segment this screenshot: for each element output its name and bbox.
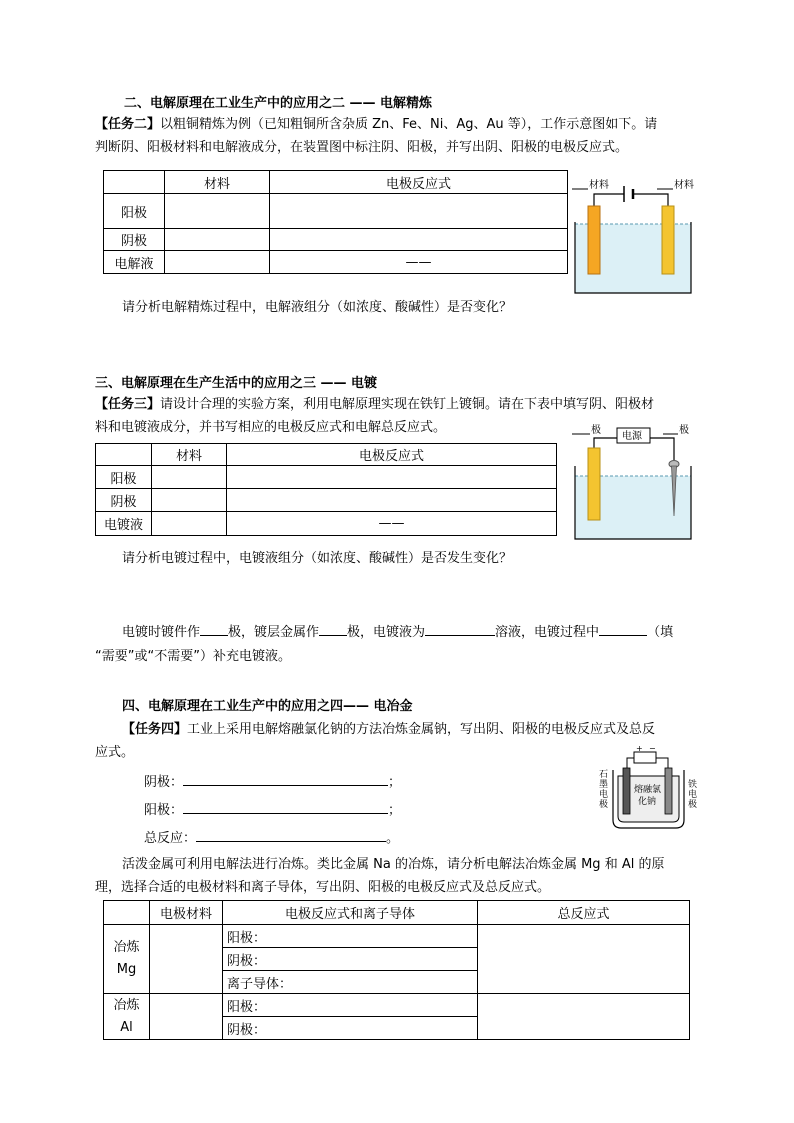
- plating-solution-reaction-cell: ——: [227, 512, 557, 536]
- anode-material-cell[interactable]: [152, 466, 227, 489]
- right-electrode-label: 极: [679, 425, 689, 436]
- electroplating-diagram: [570, 424, 695, 544]
- mg-total-reaction-cell[interactable]: [478, 925, 690, 994]
- mg-electrode-material-cell[interactable]: [150, 925, 223, 994]
- punctuation: ；: [388, 775, 402, 790]
- row-label-electrolyte: 电解液: [104, 251, 165, 274]
- workpiece-electrode-blank[interactable]: [200, 621, 228, 636]
- fill-text: 极，镀层金属作: [228, 625, 320, 640]
- graphite-electrode-label: 石墨电极: [599, 770, 609, 810]
- al-electrode-material-cell[interactable]: [150, 994, 223, 1040]
- task-text: 以粗铜精炼为例（已知粗铜所含杂质 Zn、Fe、Ni、Ag、Au 等），工作示意图如下。请: [160, 117, 658, 132]
- minus-sign: −: [649, 744, 656, 753]
- iron-electrode-label: 铁电极: [688, 780, 698, 810]
- row-label-text: 冶炼: [113, 997, 140, 1013]
- table-header-corner: [104, 901, 150, 925]
- section2-task-line1: [95, 113, 657, 136]
- fill-text: 极，电镀液为: [347, 625, 426, 640]
- mg-cathode-cell[interactable]: 阴极：: [223, 948, 478, 971]
- table-header-corner: [96, 444, 152, 466]
- fill-text: （填: [647, 625, 674, 640]
- table-header-total-reaction: 总反应式: [478, 901, 690, 925]
- cathode-reaction-cell[interactable]: [227, 489, 557, 512]
- table-header-reaction: 电极反应式: [227, 444, 557, 466]
- fill-text: 溶液，电镀过程中: [495, 625, 600, 640]
- right-wire: [634, 194, 668, 206]
- mg-anode-cell[interactable]: 阳极：: [223, 925, 478, 948]
- section2-heading: 二、电解原理在工业生产中的应用之二 —— 电解精炼: [124, 96, 433, 111]
- anode-label: 阳极：: [144, 803, 184, 818]
- table-header-material: 材料: [152, 444, 227, 466]
- graphite-electrode: [623, 768, 630, 814]
- section2-table: [103, 170, 568, 274]
- section3-table: [95, 443, 557, 536]
- right-electrode-label: 材料: [674, 180, 694, 191]
- table-header-material: 材料: [165, 171, 270, 194]
- al-total-reaction-cell[interactable]: [478, 994, 690, 1040]
- iron-electrode: [665, 768, 672, 814]
- section2-question: 请分析电解精炼过程中，电解液组分（如浓度、酸碱性）是否变化？: [122, 300, 513, 315]
- task-tag: 【任务三】: [95, 397, 161, 412]
- fill-text: 电镀时镀件作: [122, 625, 201, 640]
- cathode-label: 阴极：: [144, 775, 184, 790]
- plus-sign: +: [636, 744, 643, 753]
- left-wire: [594, 438, 617, 448]
- section4-table: [103, 900, 690, 1040]
- table-header-corner: [104, 171, 165, 194]
- right-wire: [656, 758, 668, 768]
- cathode-line: [144, 771, 401, 794]
- task-tag: 【任务四】: [122, 722, 188, 737]
- anode-line: [144, 799, 401, 822]
- table-header-reaction-conductor: 电极反应式和离子导体: [223, 901, 478, 925]
- mg-ion-conductor-cell[interactable]: 离子导体：: [223, 971, 478, 994]
- right-electrode: [662, 206, 674, 274]
- anode-material-cell[interactable]: [165, 194, 270, 229]
- melt-label-line1: 熔融氯: [634, 785, 662, 795]
- table-header-electrode-material: 电极材料: [150, 901, 223, 925]
- copper-electrode: [588, 448, 600, 520]
- left-electrode-label: 材料: [589, 180, 609, 191]
- right-wire: [650, 438, 674, 460]
- section4-task-line1: [122, 718, 655, 741]
- section3-task-line1: [95, 393, 654, 416]
- row-label-mg: [104, 925, 150, 994]
- al-cathode-cell[interactable]: 阴极：: [223, 1017, 478, 1040]
- electrolyte-reaction-cell: ——: [270, 251, 568, 274]
- section3-question: 请分析电镀过程中，电镀液组分（如浓度、酸碱性）是否发生变化？: [122, 551, 513, 566]
- plating-solution-material-cell[interactable]: [152, 512, 227, 536]
- left-electrode: [588, 206, 600, 274]
- left-wire: [627, 758, 634, 768]
- cathode-reaction-blank[interactable]: [183, 771, 388, 786]
- refining-cell-diagram: [570, 176, 695, 296]
- section3-heading: 三、电解原理在生产生活中的应用之三 —— 电镀: [95, 376, 378, 391]
- total-reaction-line: [144, 827, 399, 850]
- task-text: 工业上采用电解熔融氯化钠的方法冶炼金属钠，写出阴、阳极的电极反应式及总反: [187, 722, 656, 737]
- row-label-anode: 阳极: [104, 194, 165, 229]
- power-supply-box: [634, 752, 656, 763]
- cathode-material-cell[interactable]: [165, 229, 270, 251]
- anode-reaction-cell[interactable]: [227, 466, 557, 489]
- total-reaction-blank[interactable]: [196, 827, 386, 842]
- total-reaction-label: 总反应：: [144, 831, 197, 846]
- row-label-anode: 阳极: [96, 466, 152, 489]
- cathode-material-cell[interactable]: [152, 489, 227, 512]
- task-tag: 【任务二】: [95, 117, 161, 132]
- row-label-text: Al: [120, 1019, 133, 1035]
- row-label-cathode: 阴极: [104, 229, 165, 251]
- section3-fill-line1: [122, 621, 673, 644]
- melt-label-line2: 化钠: [638, 797, 657, 807]
- coating-metal-electrode-blank[interactable]: [319, 621, 347, 636]
- left-wire: [594, 194, 624, 206]
- section3-task-line2: 料和电镀液成分，并书写相应的电极反应式和电解总反应式。: [95, 420, 447, 435]
- section4-task-line2: 应式。: [95, 745, 135, 760]
- section3-fill-line2: “需要”或“不需要”）补充电镀液。: [95, 649, 291, 664]
- power-supply-label: 电源: [622, 431, 642, 442]
- table-header-reaction: 电极反应式: [270, 171, 568, 194]
- need-replenish-blank[interactable]: [599, 621, 647, 636]
- row-label-plating-solution: 电镀液: [96, 512, 152, 536]
- electrolyte-material-cell[interactable]: [165, 251, 270, 274]
- section4-para-line1: 活泼金属可利用电解法进行冶炼。类比金属 Na 的冶炼，请分析电解法冶炼金属 Mg 和 Al 的原: [122, 857, 665, 872]
- row-label-text: 冶炼: [113, 940, 140, 955]
- task-text: 请设计合理的实验方案，利用电解原理实现在铁钉上镀铜。请在下表中填写阴、阳极材: [160, 397, 655, 412]
- left-electrode-label: 极: [591, 425, 601, 436]
- cathode-reaction-cell[interactable]: [270, 229, 568, 251]
- row-label-cathode: 阴极: [96, 489, 152, 512]
- section4-heading: 四、电解原理在工业生产中的应用之四—— 电冶金: [122, 699, 413, 714]
- plating-solution-blank[interactable]: [425, 621, 495, 636]
- punctuation: ；: [388, 803, 402, 818]
- molten-nacl-cell-diagram: [596, 744, 702, 836]
- section4-para-line2: 理，选择合适的电极材料和离子导体，写出阴、阳极的电极反应式及总反应式。: [95, 880, 551, 895]
- row-label-al: [104, 994, 150, 1040]
- anode-reaction-blank[interactable]: [183, 799, 388, 814]
- anode-reaction-cell[interactable]: [270, 194, 568, 229]
- al-anode-cell[interactable]: 阳极：: [223, 994, 478, 1017]
- section2-task-line2: 判断阴、阳极材料和电解液成分，在装置图中标注阴、阳极，并写出阴、阳极的电极反应式。: [95, 140, 629, 155]
- punctuation: 。: [386, 831, 400, 846]
- row-label-text: Mg: [116, 962, 137, 977]
